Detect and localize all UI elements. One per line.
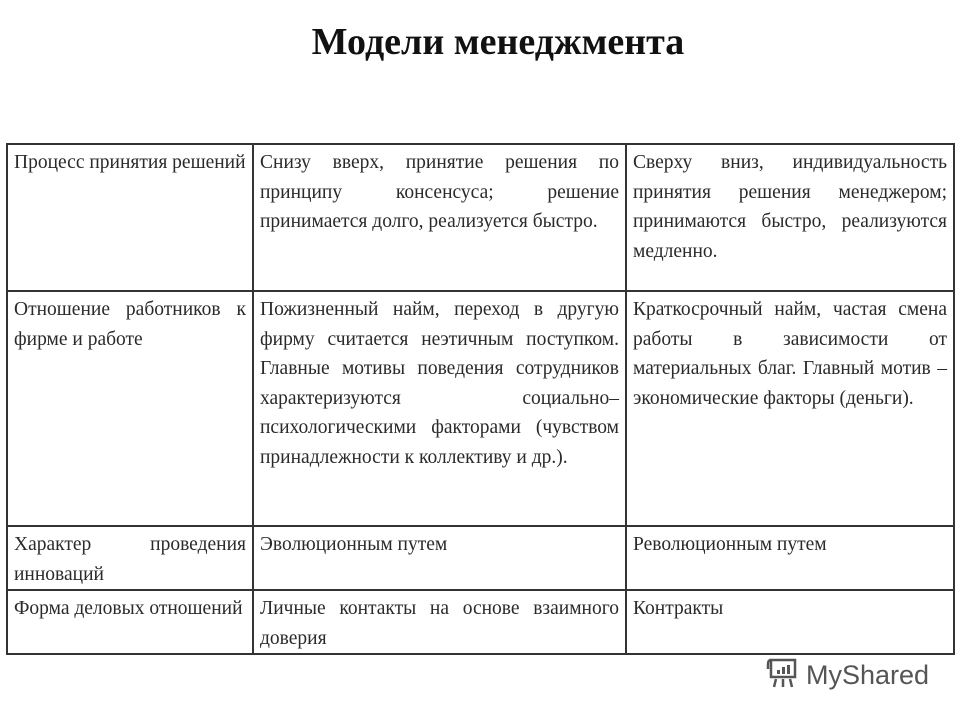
presentation-board-icon bbox=[766, 655, 800, 696]
model-b-cell: Сверху вниз, индивидуальность принятия решения менеджером; принимаются быстро, реализуются медленно. bbox=[626, 144, 954, 291]
model-a-cell: Личные контакты на основе взаимного доверия bbox=[253, 590, 626, 654]
criterion-cell: Форма деловых отношений bbox=[7, 590, 253, 654]
management-models-table bbox=[6, 143, 955, 655]
criterion-cell: Процесс принятия решений bbox=[7, 144, 253, 291]
page-title: Модели менеджмента bbox=[311, 21, 685, 63]
model-b-cell: Контракты bbox=[626, 590, 954, 654]
watermark bbox=[766, 655, 929, 696]
watermark-text: MyShared bbox=[806, 660, 930, 690]
criterion-cell: Отношение работников к фирме и работе bbox=[7, 291, 253, 526]
model-a-cell: Снизу вверх, принятие решения по принципу консенсуса; решение принимается долго, реализуется быстро. bbox=[253, 144, 626, 291]
model-b-cell: Революционным путем bbox=[626, 526, 954, 590]
criterion-cell: Характер проведения инноваций bbox=[7, 526, 253, 590]
model-a-cell: Эволюционным путем bbox=[253, 526, 626, 590]
table-row bbox=[7, 526, 954, 590]
table-row bbox=[7, 291, 954, 526]
table-row bbox=[7, 144, 954, 291]
table-row bbox=[7, 590, 954, 654]
model-a-cell: Пожизненный найм, переход в другую фирму считается неэтичным поступком. Главные мотивы поведения сотрудников характеризуются социально–психологическими факторами (чувством принадлежности к коллективу и др.). bbox=[253, 291, 626, 526]
model-b-cell: Краткосрочный найм, частая смена работы в зависимости от материальных благ. Главный мотив – экономические факторы (деньги). bbox=[626, 291, 954, 526]
